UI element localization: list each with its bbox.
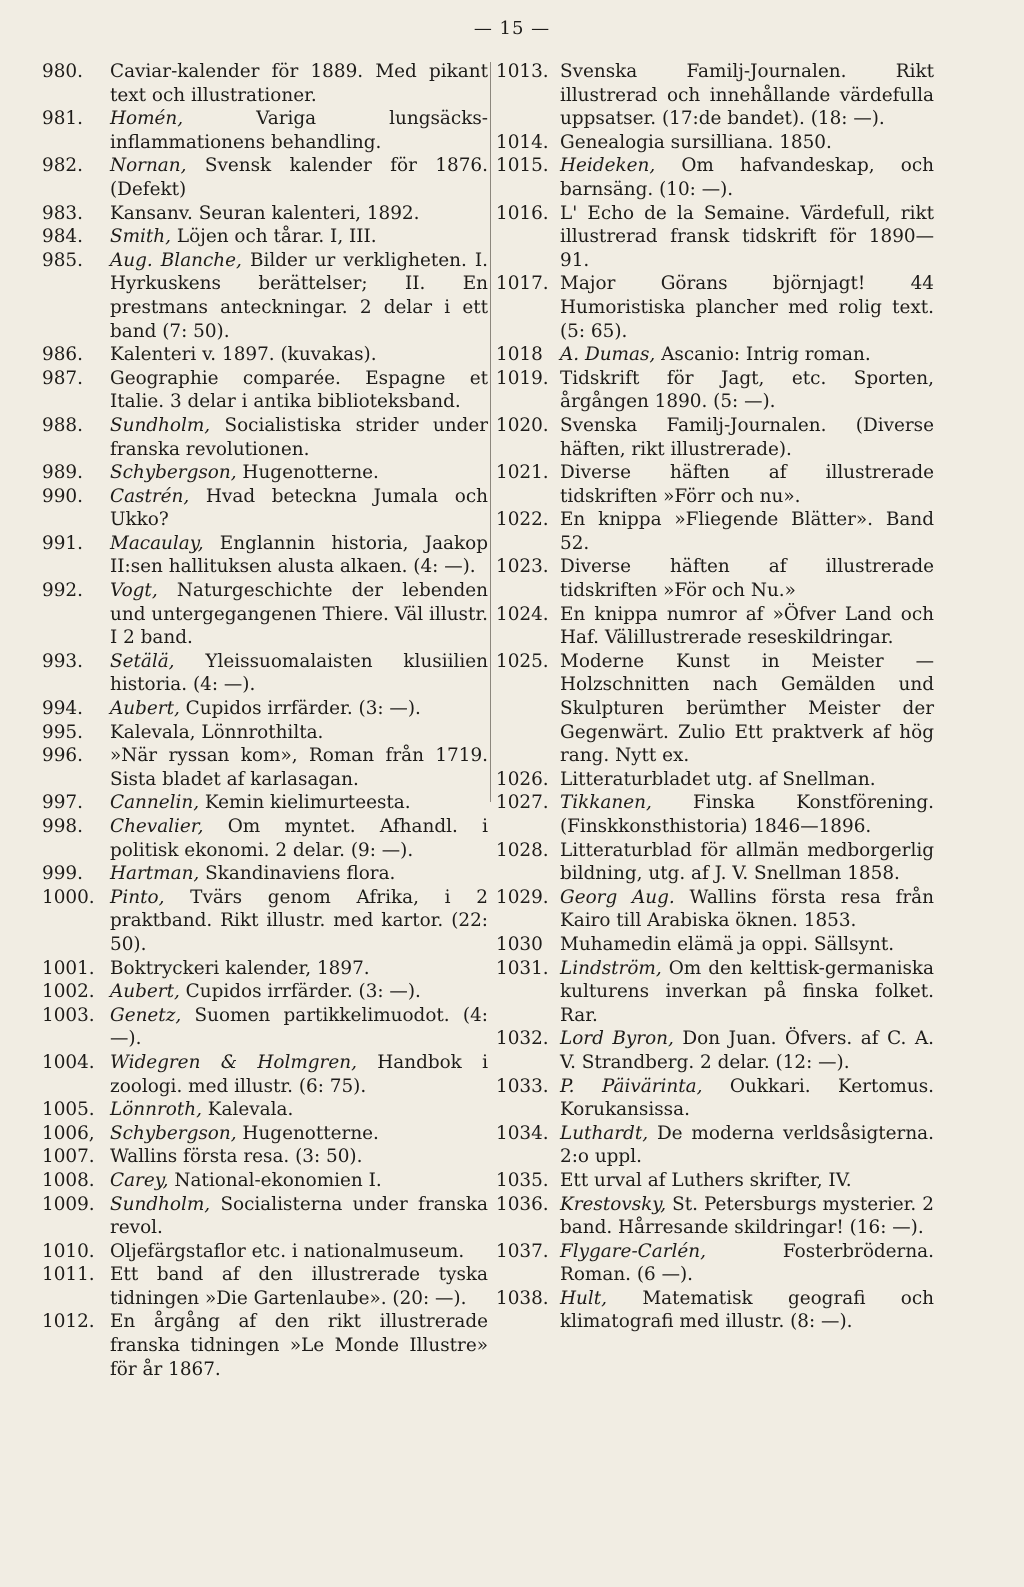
entry-body: Fosterbröderna. Roman. (6 —). [560, 1240, 934, 1286]
catalog-entry [496, 839, 934, 886]
entry-text [110, 1051, 488, 1098]
entry-number: 981. [42, 108, 83, 130]
entry-author: Lönnroth, [110, 1099, 202, 1121]
entry-number: 984. [42, 226, 83, 248]
entry-body: »När ryssan kom», Roman från 1719. Sista bladet af karlasagan. [110, 745, 488, 790]
entry-author: Pinto, [110, 886, 165, 908]
entry-text [110, 957, 488, 981]
entry-number: 1006, [42, 1122, 95, 1144]
entry-number: 1011. [42, 1264, 95, 1286]
entry-body: Muhamedin elämä ja oppi. Sällsynt. [560, 933, 895, 955]
entry-number: 1035. [496, 1169, 549, 1191]
entry-number: 1005. [42, 1099, 95, 1121]
entry-text [110, 1193, 488, 1240]
right-column [496, 60, 934, 1334]
entry-text [110, 225, 488, 249]
entry-body: Ett band af den illustrerade tyska tidningen »Die Gartenlaube». (20: —). [110, 1264, 488, 1309]
entry-body: Löjen och tårar. I, III. [176, 226, 377, 248]
entry-text [560, 272, 934, 343]
entry-text [110, 107, 488, 154]
catalog-entry [42, 225, 488, 249]
entry-number: 1008. [42, 1169, 95, 1191]
catalog-entry [496, 1075, 934, 1122]
catalog-entry [42, 650, 488, 697]
entry-body: Wallins första resa. (3: 50). [110, 1146, 363, 1168]
entry-number: 1029. [496, 886, 549, 908]
entry-body: Litteraturblad för allmän medborgerlig bildning, utg. af J. V. Snellman 1858. [560, 839, 934, 885]
entry-body: Hugenotterne. [242, 1122, 379, 1144]
entry-text [560, 1240, 934, 1287]
entry-number: 1034. [496, 1122, 549, 1144]
catalog-entry [42, 414, 488, 461]
entry-author: Chevalier, [110, 816, 204, 837]
catalog-entry [496, 1193, 934, 1240]
entry-body: Finska Konstförening. (Finskkonsthistoria) 1846—1896. [560, 792, 934, 837]
entry-author: Hartman, [110, 863, 200, 885]
catalog-entry [496, 508, 934, 555]
entry-text [110, 697, 488, 721]
entry-number: 1002. [42, 981, 95, 1003]
entry-text [560, 603, 934, 650]
entry-text [560, 957, 934, 1028]
entry-number: 990. [42, 485, 83, 507]
entry-text [110, 414, 488, 461]
entry-author: Sundholm, [110, 1193, 211, 1215]
catalog-entry [42, 1004, 488, 1051]
entry-number: 1023. [496, 556, 549, 578]
entry-number: 1018 [496, 344, 543, 366]
entry-body: Om hafvandeskap, och barnsäng. (10: —). [560, 155, 934, 200]
entry-body: Variga lungsäcks-inflammationens behandling. [110, 108, 488, 153]
catalog-entry [496, 272, 934, 343]
entry-text [110, 202, 488, 226]
entry-number: 992. [42, 580, 83, 602]
entry-text [560, 768, 934, 792]
entry-text [560, 461, 934, 508]
entry-number: 1033. [496, 1075, 549, 1097]
entry-author: Cannelin, [110, 792, 200, 814]
entry-number: 991. [42, 532, 83, 554]
catalog-entry [496, 367, 934, 414]
entry-text [560, 886, 934, 933]
entry-text [110, 1310, 488, 1381]
entry-body: Litteraturbladet utg. af Snellman. [560, 768, 876, 790]
entry-number: 1004. [42, 1051, 95, 1073]
entry-text [110, 980, 488, 1004]
entry-text [110, 60, 488, 107]
entry-body: Om den kelttisk-germaniska kulturens inverkan på finska folket. Rar. [560, 957, 934, 1026]
entry-number: 1017. [496, 273, 549, 295]
entry-number: 985. [42, 249, 83, 271]
entry-text [110, 461, 488, 485]
entry-text [110, 1098, 488, 1122]
entry-number: 1022. [496, 509, 549, 531]
entry-text [110, 1240, 488, 1264]
entry-body: Kansanv. Seuran kalenteri, 1892. [110, 202, 420, 224]
catalog-entry [42, 202, 488, 226]
entry-number: 1021. [496, 462, 549, 484]
catalog-entry [42, 1051, 488, 1098]
entry-body: National-ekonomien I. [174, 1169, 382, 1191]
entry-number: 1012. [42, 1311, 95, 1333]
entry-author: Aubert, [110, 981, 180, 1003]
entry-author: A. Dumas, [560, 344, 656, 366]
entry-author: Aubert, [110, 698, 180, 720]
entry-body: Englannin historia, Jaakop II:sen hallituksen alusta alkaen. (4: —). [110, 532, 488, 578]
entry-body: En årgång af den rikt illustrerade franska tidningen »Le Monde Illustre» för år 1867. [110, 1311, 488, 1380]
entry-author: Schybergson, [110, 462, 237, 484]
entry-number: 1020. [496, 414, 549, 436]
catalog-entry [42, 1122, 488, 1146]
entry-number: 993. [42, 650, 83, 672]
entry-number: 995. [42, 721, 83, 743]
catalog-entry [496, 1240, 934, 1287]
catalog-entry [496, 1287, 934, 1334]
catalog-entry [42, 461, 488, 485]
entry-text [110, 815, 488, 862]
entry-author: Tikkanen, [560, 792, 652, 814]
entry-body: De moderna verldsåsigterna. 2:o uppl. [560, 1122, 934, 1168]
entry-body: Kalevala, Lönnrothilta. [110, 721, 324, 743]
entry-author: Krestovsky, [560, 1193, 667, 1215]
catalog-entry [42, 1310, 488, 1381]
entry-text [560, 1287, 934, 1334]
entry-body: En knippa »Fliegende Blätter». Band 52. [560, 509, 934, 554]
catalog-entry [42, 980, 488, 1004]
entry-body: Tvärs genom Afrika, i 2 praktband. Rikt illustr. med kartor. (22: 50). [110, 886, 488, 955]
entry-text [560, 791, 934, 838]
entry-body: En knippa numror af »Öfver Land och Haf. Välillustrerade reseskildringar. [560, 603, 934, 649]
catalog-entry [42, 579, 488, 650]
catalog-entry [42, 343, 488, 367]
entry-text [110, 721, 488, 745]
entry-text [110, 1122, 488, 1146]
entry-number: 996. [42, 745, 83, 767]
catalog-entry [496, 461, 934, 508]
catalog-entry [42, 249, 488, 343]
entry-text [110, 1263, 488, 1310]
entry-body: Wallins första resa från Kairo till Arabiska öknen. 1853. [560, 886, 934, 932]
entry-author: Lindström, [560, 957, 662, 979]
catalog-entry [42, 1169, 488, 1193]
entry-body: Don Juan. Öfvers. af C. A. V. Strandberg. 2 delar. (12: —). [560, 1028, 934, 1073]
catalog-entry [42, 154, 488, 201]
catalog-entry [496, 131, 934, 155]
entry-text [110, 650, 488, 697]
entry-body: Oukkari. Kertomus. Korukansissa. [560, 1075, 934, 1121]
catalog-entry [42, 1263, 488, 1310]
entry-body: Kalenteri v. 1897. (kuvakas). [110, 344, 377, 366]
catalog-entry [42, 1098, 488, 1122]
catalog-entry [42, 367, 488, 414]
entry-number: 1016. [496, 202, 549, 224]
entry-body: Geographie comparée. Espagne et Italie. 3 delar i antika biblioteksband. [110, 367, 488, 413]
entry-author: Schybergson, [110, 1122, 237, 1144]
entry-author: Hult, [560, 1287, 608, 1309]
entry-text [560, 1027, 934, 1074]
entry-body: Oljefärgstaflor etc. i nationalmuseum. [110, 1240, 465, 1262]
entry-body: Cupidos irrfärder. (3: —). [185, 698, 421, 720]
entry-body: Boktryckeri kalender, 1897. [110, 957, 370, 979]
entry-author: Nornan, [110, 155, 187, 177]
catalog-entry [42, 721, 488, 745]
catalog-entry [496, 933, 934, 957]
entry-text [110, 1169, 488, 1193]
entry-number: 1032. [496, 1028, 549, 1050]
entry-number: 1007. [42, 1146, 95, 1168]
entry-number: 1028. [496, 839, 549, 861]
entry-body: Major Görans björnjagt! 44 Humoristiska plancher med rolig text. (5: 65). [560, 273, 934, 342]
catalog-entry [496, 343, 934, 367]
catalog-entry [496, 414, 934, 461]
entry-body: Tidskrift för Jagt, etc. Sporten, årgången 1890. (5: —). [560, 367, 934, 413]
entry-number: 994. [42, 698, 83, 720]
entry-body: Diverse häften af illustrerade tidskriften »För och Nu.» [560, 556, 934, 602]
catalog-entry [496, 886, 934, 933]
entry-text [560, 367, 934, 414]
entry-text [560, 1122, 934, 1169]
entry-number: 1030 [496, 933, 543, 955]
catalog-entry [496, 603, 934, 650]
catalog-entry [42, 886, 488, 957]
entry-number: 988. [42, 414, 83, 436]
entry-body: L' Echo de la Semaine. Värdefull, rikt illustrerad fransk tidskrift för 1890—91. [560, 202, 934, 271]
entry-number: 998. [42, 816, 83, 837]
catalog-entry [42, 532, 488, 579]
catalog-entry [42, 60, 488, 107]
entry-number: 1010. [42, 1240, 95, 1262]
catalog-entry [496, 202, 934, 273]
entry-body: Hugenotterne. [242, 462, 379, 484]
catalog-entry [496, 555, 934, 602]
entry-body: Om myntet. Afhandl. i politisk ekonomi. 2 delar. (9: —). [110, 816, 488, 861]
entry-body: Hvad beteckna Jumala och Ukko? [110, 485, 488, 531]
page-number: — 15 — [473, 18, 551, 39]
entry-body: Matematisk geografi och klimatografi med illustr. (8: —). [560, 1287, 934, 1333]
catalog-entry [496, 957, 934, 1028]
entry-author: Aug. Blanche, [110, 249, 242, 271]
entry-number: 1015. [496, 155, 549, 177]
entry-author: Setälä, [110, 650, 175, 672]
entry-author: Castrén, [110, 485, 190, 507]
entry-author: Widegren & Holmgren, [110, 1051, 357, 1073]
entry-text [110, 343, 488, 367]
entry-number: 1009. [42, 1193, 95, 1215]
entry-text [560, 131, 934, 155]
entry-body: Diverse häften af illustrerade tidskriften »Förr och nu». [560, 462, 934, 507]
entry-text [560, 154, 934, 201]
entry-author: Genetz, [110, 1004, 182, 1026]
entry-body: Naturgeschichte der lebenden und untergegangenen Thiere. Väl illustr. I 2 band. [110, 580, 488, 649]
entry-text [110, 249, 488, 343]
catalog-entry [42, 485, 488, 532]
entry-text [560, 933, 934, 957]
entry-body: Socialisterna under franska revol. [110, 1193, 488, 1239]
entry-body: Caviar-kalender för 1889. Med pikant text och illustrationer. [110, 61, 488, 106]
entry-author: Vogt, [110, 580, 158, 602]
catalog-entry [42, 862, 488, 886]
entry-body: Moderne Kunst in Meister — Holzschnitten nach Gemälden und Skulpturen berümther Meister der Gegenwärt. Zulio Ett praktverk af hög rang. Nytt ex. [560, 650, 934, 767]
entry-body: Kemin kielimurteesta. [204, 792, 411, 814]
entry-number: 1025. [496, 650, 549, 672]
catalog-entry [42, 791, 488, 815]
entry-body: Kalevala. [207, 1099, 294, 1121]
entry-number: 999. [42, 863, 83, 885]
entry-body: Genealogia sursilliana. 1850. [560, 131, 832, 153]
entry-number: 1031. [496, 957, 549, 979]
left-column [42, 60, 488, 1381]
entry-text [560, 839, 934, 886]
entry-number: 1000. [42, 886, 95, 908]
entry-number: 980. [42, 61, 83, 82]
entry-text [110, 485, 488, 532]
entry-author: Carey, [110, 1169, 169, 1191]
catalog-entry [42, 1145, 488, 1169]
entry-text [110, 367, 488, 414]
entry-body: Ett urval af Luthers skrifter, IV. [560, 1169, 852, 1191]
entry-number: 1024. [496, 603, 549, 625]
entry-body: Bilder ur verkligheten. I. Hyrkuskens berättelser; II. En prestmans anteckningar. 2 delar i ett band (7: 50). [110, 249, 488, 342]
entry-text [560, 202, 934, 273]
entry-author: Smith, [110, 226, 171, 248]
entry-text [560, 1169, 934, 1193]
entry-text [560, 414, 934, 461]
entry-body: Skandinaviens flora. [205, 863, 396, 885]
entry-text [110, 886, 488, 957]
entry-number: 1013. [496, 61, 549, 82]
catalog-entry [42, 697, 488, 721]
entry-author: Sundholm, [110, 414, 211, 436]
entry-text [110, 1004, 488, 1051]
entry-number: 987. [42, 367, 83, 389]
entry-number: 1037. [496, 1240, 549, 1262]
entry-text [110, 579, 488, 650]
entry-text [110, 532, 488, 579]
entry-body: Ascanio: Intrig roman. [661, 344, 871, 366]
entry-text [560, 60, 934, 131]
entry-author: P. Päivärinta, [560, 1075, 703, 1097]
catalog-entry [496, 768, 934, 792]
entry-number: 1003. [42, 1004, 95, 1026]
entry-author: Flygare-Carlén, [560, 1240, 706, 1262]
entry-number: 1014. [496, 131, 549, 153]
entry-author: Homén, [110, 108, 184, 130]
entry-body: Socialistiska strider under franska revolutionen. [110, 414, 488, 460]
catalog-entry [496, 1169, 934, 1193]
entry-text [560, 650, 934, 768]
entry-body: Suomen partikkelimuodot. (4: —). [110, 1004, 488, 1050]
catalog-entry [42, 815, 488, 862]
entry-body: Cupidos irrfärder. (3: —). [185, 981, 421, 1003]
catalog-entry [496, 1122, 934, 1169]
entry-text [110, 1145, 488, 1169]
entry-body: St. Petersburgs mysterier. 2 band. Hårresande skildringar! (16: —). [560, 1193, 934, 1239]
entry-number: 997. [42, 792, 83, 814]
entry-author: Lord Byron, [560, 1028, 674, 1050]
entry-text [560, 1193, 934, 1240]
catalog-entry [496, 154, 934, 201]
entry-text [560, 1075, 934, 1122]
entry-number: 1027. [496, 792, 549, 814]
entry-author: Luthardt, [560, 1122, 649, 1144]
entry-author: Macaulay, [110, 532, 204, 554]
entry-text [110, 154, 488, 201]
catalog-entry [42, 107, 488, 154]
catalog-entry [496, 60, 934, 131]
entry-body: Svensk kalender för 1876. (Defekt) [110, 155, 488, 200]
entry-author: Georg Aug. [560, 886, 675, 908]
entry-number: 1036. [496, 1193, 549, 1215]
entry-number: 989. [42, 462, 83, 484]
entry-number: 1019. [496, 367, 549, 389]
catalog-entry [496, 650, 934, 768]
entry-number: 986. [42, 344, 83, 366]
entry-number: 983. [42, 202, 83, 224]
catalog-entry [42, 1193, 488, 1240]
entry-author: Heideken, [560, 155, 656, 177]
entry-text [560, 343, 934, 367]
entry-body: Handbok i zoologi. med illustr. (6: 75). [110, 1051, 488, 1097]
entry-number: 982. [42, 155, 83, 177]
catalog-entry [42, 744, 488, 791]
entry-text [560, 508, 934, 555]
entry-number: 1001. [42, 957, 95, 979]
entry-text [560, 555, 934, 602]
entry-text [110, 744, 488, 791]
entry-body: Yleissuomalaisten klusiilien historia. (4: —). [110, 650, 488, 696]
catalog-entry [42, 1240, 488, 1264]
entry-number: 1038. [496, 1287, 549, 1309]
entry-body: Svenska Familj-Journalen. Rikt illustrerad och innehållande värdefulla uppsatser. (17:de bandet). (18: —). [560, 61, 934, 130]
catalog-entry [496, 1027, 934, 1074]
entry-body: Svenska Familj-Journalen. (Diverse häften, rikt illustrerade). [560, 414, 934, 460]
entry-number: 1026. [496, 768, 549, 790]
entry-text [110, 862, 488, 886]
catalog-entry [42, 957, 488, 981]
column-divider [490, 62, 491, 802]
entry-text [110, 791, 488, 815]
catalog-entry [496, 791, 934, 838]
